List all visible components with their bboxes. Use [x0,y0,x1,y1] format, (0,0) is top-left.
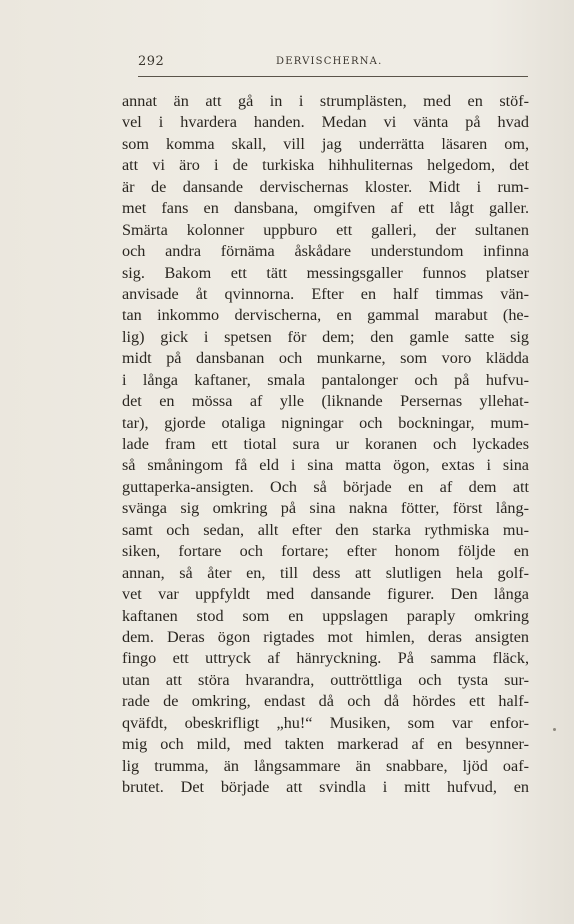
text-line: utan att störa hvarandra, outtröttliga och tysta sur- [122,670,529,689]
text-line: annat än att gå in i strumplästen, med en stöf- [122,92,529,110]
margin-speck [553,728,556,731]
text-line: i långa kaftaner, smala pantalonger och på hufvu- [122,370,529,389]
text-line: tan inkommo dervischerna, en gammal marabut (he- [122,306,529,325]
text-line: Smärta kolonner uppburo ett galleri, der sultanen [122,220,529,239]
body-text [122,91,529,798]
text-line: som komma skall, vill jag underrätta läsaren om, [122,134,529,153]
text-line: det en mössa af ylle (liknande Persernas yllehat- [122,392,529,411]
text-line: och andra förnäma åskådare understundom infinna [122,242,529,261]
text-line: sig. Bakom ett tätt messingsgaller funnos platser [122,263,529,282]
text-line: kaftanen stod som en uppslagen paraply omkring [122,606,529,625]
text-line: lig trumma, än långsammare än snabbare, ljöd oaf- [122,756,529,775]
text-line: rade de omkring, endast då och då hördes ett half- [122,692,529,711]
text-line: så småningom få eld i sina matta ögon, extas i sina [122,456,529,475]
text-line: dem. Deras ögon rigtades mot himlen, deras ansigten [122,627,529,646]
text-line: annan, så åter en, till dess att slutligen hela golf- [122,563,529,582]
running-title: DERVISCHERNA. [276,56,383,67]
text-line: anvisade åt qvinnorna. Efter en half timmas vän- [122,284,529,303]
text-line: lig) gick i spetsen för dem; den gamle satte sig [122,327,529,346]
text-line: midt på dansbanan och munkarne, som voro klädda [122,349,529,368]
text-line: lade fram ett tiotal sura ur koranen och lyckades [122,435,529,453]
text-line: tar), gjorde otaliga nigningar och bockningar, mum- [122,413,529,432]
text-line: vel i hvardera handen. Medan vi vänta på hvad [122,113,529,132]
text-line: met fans en dansbana, omgifven af ett lågt galler. [122,199,529,218]
text-line: qväfdt, obeskrifligt „hu!“ Musiken, som var enfor- [122,713,529,732]
text-line: siken, fortare och fortare; efter honom följde en [122,542,529,561]
text-line: vet var uppfyldt med dansande figurer. Den långa [122,585,529,604]
text-line: att vi äro i de turkiska hihhuliternas helgedom, det [122,156,529,175]
page-number: 292 [138,54,165,69]
text-line: samt och sedan, allt efter den starka rythmiska mu- [122,520,529,539]
text-line: mig och mild, med takten markerad af en besynner- [122,735,529,754]
text-line: fingo ett uttryck af hänryckning. På samma fläck, [122,649,529,668]
text-line: brutet. Det började att svindla i mitt hufvud, en [122,778,529,796]
text-line: guttaperka-ansigten. Och så började en af dem att [122,477,529,496]
text-line: svänga sig omkring på sina nakna fötter, först lång- [122,499,529,518]
text-line: är de dansande dervischernas kloster. Midt i rum- [122,177,529,196]
running-head [138,52,528,72]
header-rule [138,76,528,77]
